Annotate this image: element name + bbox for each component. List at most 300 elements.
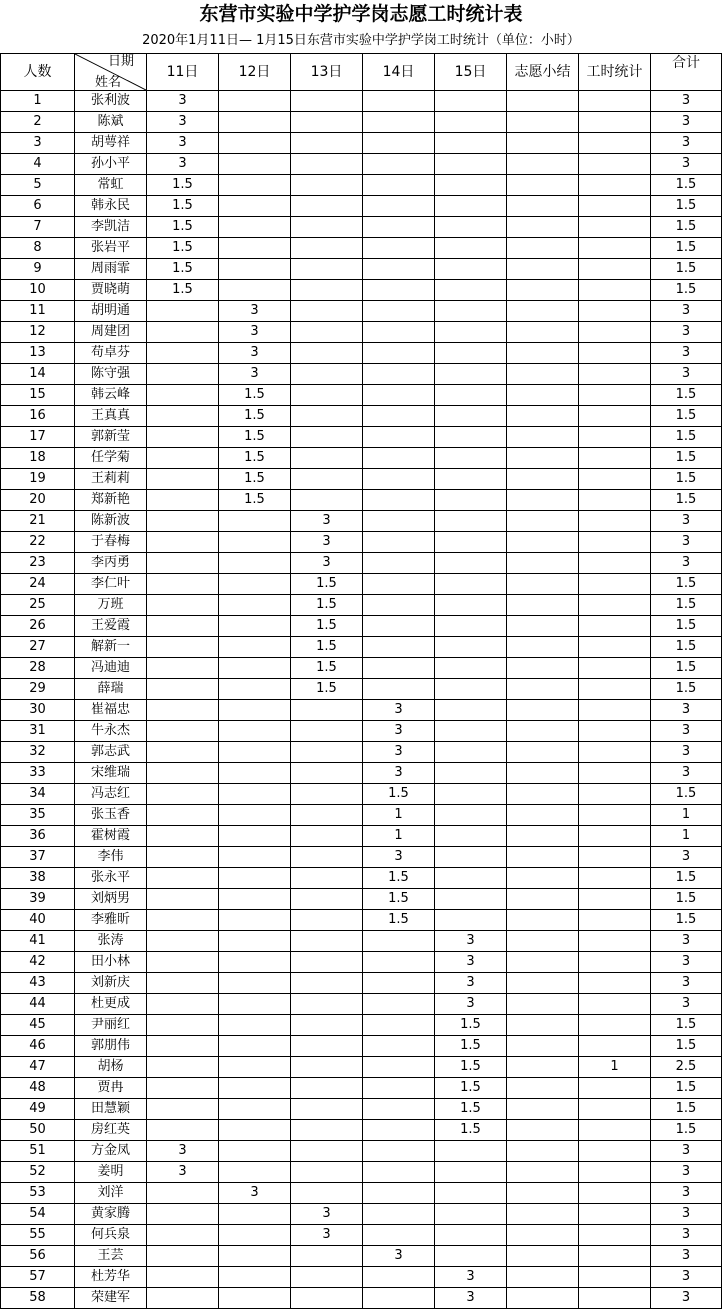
- summary-cell[interactable]: [507, 868, 579, 889]
- total-cell[interactable]: 1.5: [651, 868, 722, 889]
- day-13-cell[interactable]: [291, 1288, 363, 1309]
- day-13-cell[interactable]: [291, 280, 363, 301]
- day-14-cell[interactable]: [363, 637, 435, 658]
- day-11-cell[interactable]: [147, 553, 219, 574]
- total-cell[interactable]: 1.5: [651, 280, 722, 301]
- day-14-cell[interactable]: [363, 385, 435, 406]
- name-cell[interactable]: 郭新莹: [75, 427, 147, 448]
- day-15-cell[interactable]: 3: [435, 952, 507, 973]
- name-cell[interactable]: 杜芳华: [75, 1267, 147, 1288]
- summary-cell[interactable]: [507, 1267, 579, 1288]
- day-13-cell[interactable]: [291, 973, 363, 994]
- name-cell[interactable]: 李仁叶: [75, 574, 147, 595]
- name-cell[interactable]: 薛瑞: [75, 679, 147, 700]
- day-15-cell[interactable]: [435, 448, 507, 469]
- day-11-cell[interactable]: [147, 952, 219, 973]
- day-15-cell[interactable]: [435, 700, 507, 721]
- day-14-cell[interactable]: [363, 511, 435, 532]
- total-cell[interactable]: 1.5: [651, 385, 722, 406]
- row-number-cell[interactable]: 56: [1, 1246, 75, 1267]
- total-cell[interactable]: 3: [651, 1267, 722, 1288]
- row-number-cell[interactable]: 1: [1, 91, 75, 112]
- day-11-cell[interactable]: [147, 490, 219, 511]
- row-number-cell[interactable]: 30: [1, 700, 75, 721]
- day-14-cell[interactable]: [363, 427, 435, 448]
- day-12-cell[interactable]: [219, 1246, 291, 1267]
- day-14-cell[interactable]: [363, 1015, 435, 1036]
- day-12-cell[interactable]: [219, 1141, 291, 1162]
- day-11-cell[interactable]: [147, 1183, 219, 1204]
- day-13-cell[interactable]: [291, 826, 363, 847]
- day-11-cell[interactable]: 3: [147, 1162, 219, 1183]
- day-12-cell[interactable]: [219, 616, 291, 637]
- day-14-cell[interactable]: [363, 616, 435, 637]
- day-13-cell[interactable]: 3: [291, 511, 363, 532]
- day-13-cell[interactable]: [291, 763, 363, 784]
- total-cell[interactable]: 1.5: [651, 637, 722, 658]
- day-15-cell[interactable]: [435, 259, 507, 280]
- day-15-cell[interactable]: [435, 784, 507, 805]
- hours-cell[interactable]: [579, 658, 651, 679]
- day-14-cell[interactable]: [363, 91, 435, 112]
- day-14-cell[interactable]: [363, 322, 435, 343]
- day-15-cell[interactable]: 3: [435, 1288, 507, 1309]
- total-cell[interactable]: 1.5: [651, 1120, 722, 1141]
- total-cell[interactable]: 1.5: [651, 406, 722, 427]
- day-11-cell[interactable]: [147, 1288, 219, 1309]
- summary-cell[interactable]: [507, 721, 579, 742]
- row-number-cell[interactable]: 47: [1, 1057, 75, 1078]
- day-12-cell[interactable]: [219, 112, 291, 133]
- day-15-cell[interactable]: [435, 595, 507, 616]
- summary-cell[interactable]: [507, 343, 579, 364]
- day-14-cell[interactable]: [363, 217, 435, 238]
- summary-cell[interactable]: [507, 637, 579, 658]
- day-15-cell[interactable]: 1.5: [435, 1015, 507, 1036]
- day-15-cell[interactable]: [435, 763, 507, 784]
- day-11-cell[interactable]: 1.5: [147, 196, 219, 217]
- total-cell[interactable]: 3: [651, 343, 722, 364]
- summary-cell[interactable]: [507, 574, 579, 595]
- day-14-cell[interactable]: 3: [363, 700, 435, 721]
- day-13-cell[interactable]: [291, 385, 363, 406]
- day-15-cell[interactable]: [435, 133, 507, 154]
- hours-cell[interactable]: [579, 1246, 651, 1267]
- total-cell[interactable]: 1.5: [651, 217, 722, 238]
- name-cell[interactable]: 李伟: [75, 847, 147, 868]
- hours-cell[interactable]: [579, 637, 651, 658]
- row-number-cell[interactable]: 51: [1, 1141, 75, 1162]
- day-15-cell[interactable]: [435, 889, 507, 910]
- summary-cell[interactable]: [507, 217, 579, 238]
- day-15-cell[interactable]: [435, 868, 507, 889]
- name-cell[interactable]: 张涛: [75, 931, 147, 952]
- summary-cell[interactable]: [507, 994, 579, 1015]
- day-13-cell[interactable]: [291, 1183, 363, 1204]
- day-13-cell[interactable]: [291, 1078, 363, 1099]
- total-cell[interactable]: 3: [651, 1204, 722, 1225]
- name-cell[interactable]: 周雨霏: [75, 259, 147, 280]
- day-12-cell[interactable]: 3: [219, 364, 291, 385]
- day-13-cell[interactable]: [291, 1162, 363, 1183]
- day-11-cell[interactable]: [147, 1057, 219, 1078]
- day-15-cell[interactable]: [435, 721, 507, 742]
- summary-cell[interactable]: [507, 1183, 579, 1204]
- day-12-cell[interactable]: [219, 784, 291, 805]
- day-12-cell[interactable]: [219, 1078, 291, 1099]
- hours-cell[interactable]: [579, 217, 651, 238]
- day-13-cell[interactable]: 1.5: [291, 637, 363, 658]
- summary-cell[interactable]: [507, 1120, 579, 1141]
- day-13-cell[interactable]: [291, 700, 363, 721]
- day-12-cell[interactable]: [219, 1015, 291, 1036]
- name-cell[interactable]: 刘洋: [75, 1183, 147, 1204]
- row-number-cell[interactable]: 20: [1, 490, 75, 511]
- day-13-cell[interactable]: 1.5: [291, 658, 363, 679]
- row-number-cell[interactable]: 57: [1, 1267, 75, 1288]
- day-12-cell[interactable]: 1.5: [219, 385, 291, 406]
- day-15-cell[interactable]: [435, 1225, 507, 1246]
- day-11-cell[interactable]: [147, 784, 219, 805]
- total-cell[interactable]: 1.5: [651, 889, 722, 910]
- summary-cell[interactable]: [507, 427, 579, 448]
- hours-cell[interactable]: [579, 889, 651, 910]
- row-number-cell[interactable]: 13: [1, 343, 75, 364]
- total-cell[interactable]: 1.5: [651, 490, 722, 511]
- total-cell[interactable]: 1.5: [651, 448, 722, 469]
- total-cell[interactable]: 2.5: [651, 1057, 722, 1078]
- day-14-cell[interactable]: [363, 1057, 435, 1078]
- day-13-cell[interactable]: [291, 1099, 363, 1120]
- day-12-cell[interactable]: [219, 133, 291, 154]
- day-12-cell[interactable]: [219, 721, 291, 742]
- hours-cell[interactable]: [579, 679, 651, 700]
- day-12-cell[interactable]: [219, 238, 291, 259]
- name-cell[interactable]: 胡明通: [75, 301, 147, 322]
- row-number-cell[interactable]: 25: [1, 595, 75, 616]
- name-cell[interactable]: 于春梅: [75, 532, 147, 553]
- day-14-cell[interactable]: [363, 952, 435, 973]
- day-11-cell[interactable]: [147, 448, 219, 469]
- day-14-cell[interactable]: [363, 301, 435, 322]
- total-cell[interactable]: 3: [651, 1183, 722, 1204]
- day-14-cell[interactable]: 3: [363, 742, 435, 763]
- day-14-cell[interactable]: 3: [363, 721, 435, 742]
- hours-cell[interactable]: [579, 238, 651, 259]
- hours-cell[interactable]: [579, 763, 651, 784]
- day-14-cell[interactable]: [363, 448, 435, 469]
- name-cell[interactable]: 牛永杰: [75, 721, 147, 742]
- day-15-cell[interactable]: [435, 322, 507, 343]
- hours-cell[interactable]: [579, 427, 651, 448]
- summary-cell[interactable]: [507, 952, 579, 973]
- total-cell[interactable]: 1.5: [651, 679, 722, 700]
- day-11-cell[interactable]: [147, 700, 219, 721]
- name-cell[interactable]: 尹丽红: [75, 1015, 147, 1036]
- row-number-cell[interactable]: 18: [1, 448, 75, 469]
- summary-cell[interactable]: [507, 910, 579, 931]
- name-cell[interactable]: 任学菊: [75, 448, 147, 469]
- name-cell[interactable]: 王真真: [75, 406, 147, 427]
- day-15-cell[interactable]: [435, 406, 507, 427]
- day-13-cell[interactable]: 3: [291, 1225, 363, 1246]
- day-12-cell[interactable]: 3: [219, 322, 291, 343]
- name-cell[interactable]: 方金凤: [75, 1141, 147, 1162]
- row-number-cell[interactable]: 28: [1, 658, 75, 679]
- name-cell[interactable]: 韩永民: [75, 196, 147, 217]
- row-number-cell[interactable]: 22: [1, 532, 75, 553]
- day-14-cell[interactable]: [363, 553, 435, 574]
- day-13-cell[interactable]: [291, 721, 363, 742]
- summary-cell[interactable]: [507, 469, 579, 490]
- day-13-cell[interactable]: [291, 448, 363, 469]
- day-15-cell[interactable]: 3: [435, 994, 507, 1015]
- day-14-cell[interactable]: [363, 1183, 435, 1204]
- summary-cell[interactable]: [507, 595, 579, 616]
- day-12-cell[interactable]: 1.5: [219, 469, 291, 490]
- day-14-cell[interactable]: [363, 1225, 435, 1246]
- day-11-cell[interactable]: 3: [147, 1141, 219, 1162]
- total-cell[interactable]: 1.5: [651, 1036, 722, 1057]
- summary-cell[interactable]: [507, 385, 579, 406]
- hours-cell[interactable]: [579, 931, 651, 952]
- day-13-cell[interactable]: 1.5: [291, 595, 363, 616]
- name-cell[interactable]: 李丙勇: [75, 553, 147, 574]
- total-cell[interactable]: 1.5: [651, 175, 722, 196]
- day-14-cell[interactable]: [363, 1036, 435, 1057]
- hours-cell[interactable]: [579, 133, 651, 154]
- row-number-cell[interactable]: 43: [1, 973, 75, 994]
- day-12-cell[interactable]: 1.5: [219, 448, 291, 469]
- row-number-cell[interactable]: 12: [1, 322, 75, 343]
- row-number-cell[interactable]: 52: [1, 1162, 75, 1183]
- hours-cell[interactable]: [579, 280, 651, 301]
- day-12-cell[interactable]: [219, 700, 291, 721]
- summary-cell[interactable]: [507, 1141, 579, 1162]
- row-number-cell[interactable]: 21: [1, 511, 75, 532]
- day-15-cell[interactable]: [435, 91, 507, 112]
- day-11-cell[interactable]: [147, 721, 219, 742]
- day-11-cell[interactable]: [147, 658, 219, 679]
- total-cell[interactable]: 3: [651, 721, 722, 742]
- day-12-cell[interactable]: [219, 868, 291, 889]
- day-13-cell[interactable]: 3: [291, 1204, 363, 1225]
- hours-cell[interactable]: [579, 532, 651, 553]
- day-15-cell[interactable]: [435, 658, 507, 679]
- day-15-cell[interactable]: [435, 385, 507, 406]
- summary-cell[interactable]: [507, 322, 579, 343]
- row-number-cell[interactable]: 17: [1, 427, 75, 448]
- hours-cell[interactable]: [579, 1204, 651, 1225]
- hours-cell[interactable]: [579, 1120, 651, 1141]
- day-14-cell[interactable]: [363, 1141, 435, 1162]
- day-11-cell[interactable]: [147, 637, 219, 658]
- day-15-cell[interactable]: [435, 427, 507, 448]
- hours-cell[interactable]: [579, 868, 651, 889]
- day-14-cell[interactable]: 1.5: [363, 784, 435, 805]
- row-number-cell[interactable]: 14: [1, 364, 75, 385]
- total-cell[interactable]: 1.5: [651, 469, 722, 490]
- day-11-cell[interactable]: [147, 574, 219, 595]
- total-cell[interactable]: 3: [651, 973, 722, 994]
- day-11-cell[interactable]: [147, 868, 219, 889]
- day-15-cell[interactable]: [435, 616, 507, 637]
- summary-cell[interactable]: [507, 1288, 579, 1309]
- row-number-cell[interactable]: 29: [1, 679, 75, 700]
- day-13-cell[interactable]: [291, 1267, 363, 1288]
- day-14-cell[interactable]: [363, 238, 435, 259]
- total-cell[interactable]: 1.5: [651, 784, 722, 805]
- day-11-cell[interactable]: [147, 1120, 219, 1141]
- name-cell[interactable]: 贾晓萌: [75, 280, 147, 301]
- summary-cell[interactable]: [507, 1057, 579, 1078]
- day-15-cell[interactable]: [435, 910, 507, 931]
- day-15-cell[interactable]: [435, 196, 507, 217]
- day-11-cell[interactable]: 1.5: [147, 217, 219, 238]
- total-cell[interactable]: 3: [651, 511, 722, 532]
- name-cell[interactable]: 万班: [75, 595, 147, 616]
- day-12-cell[interactable]: 3: [219, 343, 291, 364]
- day-11-cell[interactable]: [147, 301, 219, 322]
- day-12-cell[interactable]: [219, 889, 291, 910]
- row-number-cell[interactable]: 5: [1, 175, 75, 196]
- day-14-cell[interactable]: [363, 679, 435, 700]
- day-13-cell[interactable]: [291, 406, 363, 427]
- total-cell[interactable]: 3: [651, 763, 722, 784]
- day-12-cell[interactable]: [219, 1225, 291, 1246]
- row-number-cell[interactable]: 7: [1, 217, 75, 238]
- hours-cell[interactable]: [579, 952, 651, 973]
- day-15-cell[interactable]: [435, 1183, 507, 1204]
- day-12-cell[interactable]: 1.5: [219, 406, 291, 427]
- summary-cell[interactable]: [507, 700, 579, 721]
- row-number-cell[interactable]: 46: [1, 1036, 75, 1057]
- day-12-cell[interactable]: [219, 1267, 291, 1288]
- summary-cell[interactable]: [507, 742, 579, 763]
- day-12-cell[interactable]: [219, 763, 291, 784]
- total-cell[interactable]: 3: [651, 952, 722, 973]
- day-15-cell[interactable]: [435, 679, 507, 700]
- day-14-cell[interactable]: 3: [363, 847, 435, 868]
- total-cell[interactable]: 3: [651, 1288, 722, 1309]
- day-12-cell[interactable]: [219, 679, 291, 700]
- day-12-cell[interactable]: [219, 91, 291, 112]
- day-15-cell[interactable]: [435, 574, 507, 595]
- row-number-cell[interactable]: 36: [1, 826, 75, 847]
- total-cell[interactable]: 1.5: [651, 910, 722, 931]
- day-11-cell[interactable]: 3: [147, 154, 219, 175]
- row-number-cell[interactable]: 45: [1, 1015, 75, 1036]
- total-cell[interactable]: 1.5: [651, 1078, 722, 1099]
- summary-cell[interactable]: [507, 91, 579, 112]
- total-cell[interactable]: 1.5: [651, 427, 722, 448]
- day-11-cell[interactable]: [147, 679, 219, 700]
- summary-cell[interactable]: [507, 931, 579, 952]
- hours-cell[interactable]: [579, 721, 651, 742]
- day-12-cell[interactable]: [219, 658, 291, 679]
- summary-cell[interactable]: [507, 1162, 579, 1183]
- hours-cell[interactable]: [579, 175, 651, 196]
- day-15-cell[interactable]: [435, 1204, 507, 1225]
- day-13-cell[interactable]: 3: [291, 553, 363, 574]
- day-12-cell[interactable]: [219, 196, 291, 217]
- day-12-cell[interactable]: [219, 1099, 291, 1120]
- day-13-cell[interactable]: [291, 931, 363, 952]
- day-14-cell[interactable]: 1.5: [363, 910, 435, 931]
- day-11-cell[interactable]: 1.5: [147, 280, 219, 301]
- row-number-cell[interactable]: 3: [1, 133, 75, 154]
- day-15-cell[interactable]: [435, 280, 507, 301]
- day-13-cell[interactable]: [291, 112, 363, 133]
- day-14-cell[interactable]: [363, 1204, 435, 1225]
- row-number-cell[interactable]: 48: [1, 1078, 75, 1099]
- hours-cell[interactable]: [579, 595, 651, 616]
- day-14-cell[interactable]: [363, 973, 435, 994]
- total-cell[interactable]: 3: [651, 133, 722, 154]
- day-13-cell[interactable]: [291, 175, 363, 196]
- day-13-cell[interactable]: 1.5: [291, 616, 363, 637]
- day-15-cell[interactable]: [435, 154, 507, 175]
- day-13-cell[interactable]: [291, 343, 363, 364]
- summary-cell[interactable]: [507, 364, 579, 385]
- row-number-cell[interactable]: 8: [1, 238, 75, 259]
- total-cell[interactable]: 3: [651, 322, 722, 343]
- row-number-cell[interactable]: 50: [1, 1120, 75, 1141]
- day-13-cell[interactable]: 1.5: [291, 574, 363, 595]
- summary-cell[interactable]: [507, 763, 579, 784]
- hours-cell[interactable]: [579, 406, 651, 427]
- day-12-cell[interactable]: [219, 217, 291, 238]
- day-12-cell[interactable]: [219, 847, 291, 868]
- day-11-cell[interactable]: [147, 742, 219, 763]
- hours-cell[interactable]: [579, 1078, 651, 1099]
- day-13-cell[interactable]: [291, 784, 363, 805]
- row-number-cell[interactable]: 31: [1, 721, 75, 742]
- name-cell[interactable]: 宋维瑞: [75, 763, 147, 784]
- hours-cell[interactable]: [579, 322, 651, 343]
- name-cell[interactable]: 胡杨: [75, 1057, 147, 1078]
- day-13-cell[interactable]: [291, 196, 363, 217]
- day-12-cell[interactable]: [219, 994, 291, 1015]
- row-number-cell[interactable]: 35: [1, 805, 75, 826]
- day-12-cell[interactable]: 1.5: [219, 427, 291, 448]
- day-12-cell[interactable]: [219, 931, 291, 952]
- total-cell[interactable]: 3: [651, 1141, 722, 1162]
- day-12-cell[interactable]: [219, 259, 291, 280]
- day-11-cell[interactable]: [147, 427, 219, 448]
- name-cell[interactable]: 刘炳男: [75, 889, 147, 910]
- summary-cell[interactable]: [507, 532, 579, 553]
- hours-cell[interactable]: [579, 1288, 651, 1309]
- summary-cell[interactable]: [507, 616, 579, 637]
- total-cell[interactable]: 1.5: [651, 259, 722, 280]
- day-12-cell[interactable]: [219, 574, 291, 595]
- hours-cell[interactable]: [579, 1225, 651, 1246]
- day-12-cell[interactable]: [219, 1057, 291, 1078]
- day-11-cell[interactable]: 3: [147, 112, 219, 133]
- day-12-cell[interactable]: 3: [219, 1183, 291, 1204]
- day-14-cell[interactable]: [363, 658, 435, 679]
- name-cell[interactable]: 陈守强: [75, 364, 147, 385]
- day-14-cell[interactable]: [363, 532, 435, 553]
- day-15-cell[interactable]: [435, 301, 507, 322]
- row-number-cell[interactable]: 16: [1, 406, 75, 427]
- day-12-cell[interactable]: [219, 175, 291, 196]
- summary-cell[interactable]: [507, 406, 579, 427]
- day-11-cell[interactable]: [147, 1246, 219, 1267]
- name-cell[interactable]: 王爱霞: [75, 616, 147, 637]
- hours-cell[interactable]: [579, 1141, 651, 1162]
